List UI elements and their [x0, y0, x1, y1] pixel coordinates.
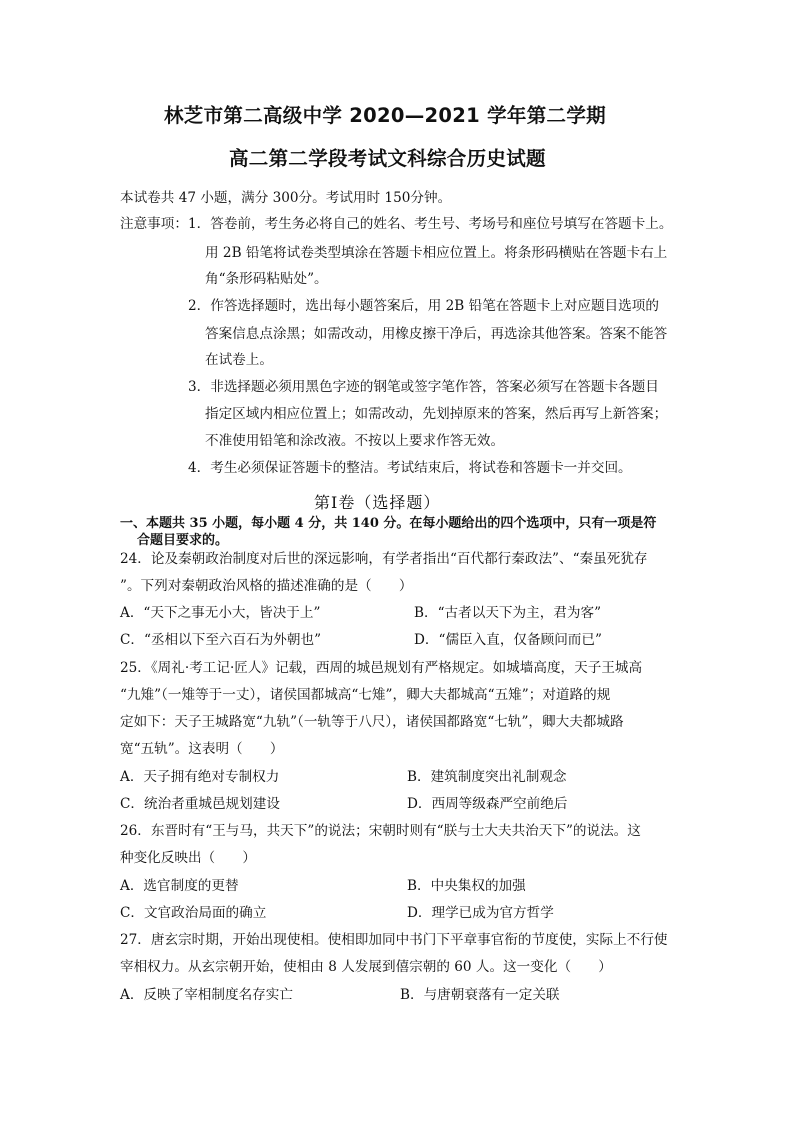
q27-stem-line-2: 宰相权力。从玄宗朝开始，使相由 8 人发展到僖宗朝的 60 人。这一变化（ ）	[120, 959, 612, 975]
page-title-line2: 高二第二学段考试文科综合历史试题	[229, 147, 546, 170]
q24-option-c: C．“丞相以下至六百石为外朝也”	[120, 632, 322, 648]
q26-option-b: B．中央集权的加强	[407, 878, 526, 894]
exam-intro: 本试卷共 47 小题，满分 300分。考试用时 150分钟。	[120, 190, 452, 206]
note-3-line-2: 指定区域内相应位置上；如需改动，先划掉原来的答案，然后再写上新答案；	[205, 406, 668, 422]
q25-stem-line-2: “九雉”（一雉等于一丈），诸侯国都城高“七雉”，卿大夫都城高“五雉”；对道路的规	[120, 687, 611, 703]
note-2-line-1: 2．作答选择题时，选出每小题答案后，用 2B 铅笔在答题卡上对应题目选项的	[188, 298, 659, 314]
q27-stem-line-1: 27．唐玄宗时期，开始出现使相。使相即加同中书门下平章事官衔的节度使，实际上不行使	[120, 932, 668, 948]
page-title-line1: 林芝市第二高级中学 2020—2021 学年第二学期	[164, 104, 606, 127]
q26-option-a: A．选官制度的更替	[120, 878, 239, 894]
instruction-line-1: 一、本题共 35 小题，每小题 4 分，共 140 分。在每小题给出的四个选项中，只有一项是符	[120, 516, 657, 531]
q26-stem-line-2: 种变化反映出（ ）	[120, 850, 256, 866]
q25-option-c: C．统治者重城邑规划建设	[120, 796, 280, 812]
section-title: 第Ⅰ卷（选择题）	[314, 493, 441, 512]
q24-option-d: D．“儒臣入直，仅备顾问而已”	[414, 632, 602, 648]
q26-stem-line-1: 26．东晋时有“王与马，共天下”的说法；宋朝时则有“朕与士大夫共治天下”的说法。这	[120, 823, 641, 839]
note-1-line-1: 1．答卷前，考生务必将自己的姓名、考生号、考场号和座位号填写在答题卡上。	[188, 216, 673, 232]
note-3-line-1: 3．非选择题必须用黑色字迹的钢笔或签字笔作答，答案必须写在答题卡各题目	[188, 379, 659, 395]
q24-stem-line-2: ”。下列对秦朝政治风格的描述准确的是（ ）	[120, 578, 413, 594]
note-2-line-3: 在试卷上。	[205, 352, 273, 368]
note-3-line-3: 不准使用铅笔和涂改液。不按以上要求作答无效。	[205, 433, 505, 449]
note-4-line-1: 4．考生必须保证答题卡的整洁。考试结束后，将试卷和答题卡一并交回。	[188, 460, 632, 476]
q25-option-d: D．西周等级森严空前绝后	[407, 796, 568, 812]
q25-option-b: B．建筑制度突出礼制观念	[407, 769, 567, 785]
q24-stem-line-1: 24．论及秦朝政治制度对后世的深远影响，有学者指出“百代都行秦政法”、“秦虽死犹存	[120, 551, 648, 567]
q25-stem-line-1: 25．《周礼·考工记·匠人》记载，西周的城邑规划有严格规定。如城墙高度，天子王城高	[120, 660, 643, 676]
q27-option-a: A．反映了宰相制度名存实亡	[120, 987, 293, 1003]
q26-option-c: C．文官政治局面的确立	[120, 905, 267, 921]
q25-stem-line-3: 定如下：天子王城路宽“九轨”（一轨等于八尺），诸侯国都路宽“七轨”，卿大夫都城路	[120, 714, 624, 730]
notes-label: 注意事项：	[120, 216, 188, 232]
note-1-line-3: 角“条形码粘贴处”。	[205, 271, 328, 287]
note-2-line-2: 答案信息点涂黑；如需改动，用橡皮擦干净后，再选涂其他答案。答案不能答	[205, 326, 668, 342]
note-1-line-2: 用 2B 铅笔将试卷类型填涂在答题卡相应位置上。将条形码横贴在答题卡右上	[205, 245, 668, 261]
q25-stem-line-4: 宽“五轨”。这表明（ ）	[120, 741, 284, 757]
q24-option-a: A．“天下之事无小大，皆决于上”	[120, 605, 321, 621]
q27-option-b: B．与唐朝衰落有一定关联	[400, 987, 560, 1003]
q26-option-d: D．理学已成为官方哲学	[407, 905, 554, 921]
q24-option-b: B．“古者以天下为主，君为客”	[414, 605, 602, 621]
instruction-line-2: 合题目要求的。	[137, 533, 229, 548]
q25-option-a: A．天子拥有绝对专制权力	[120, 769, 280, 785]
